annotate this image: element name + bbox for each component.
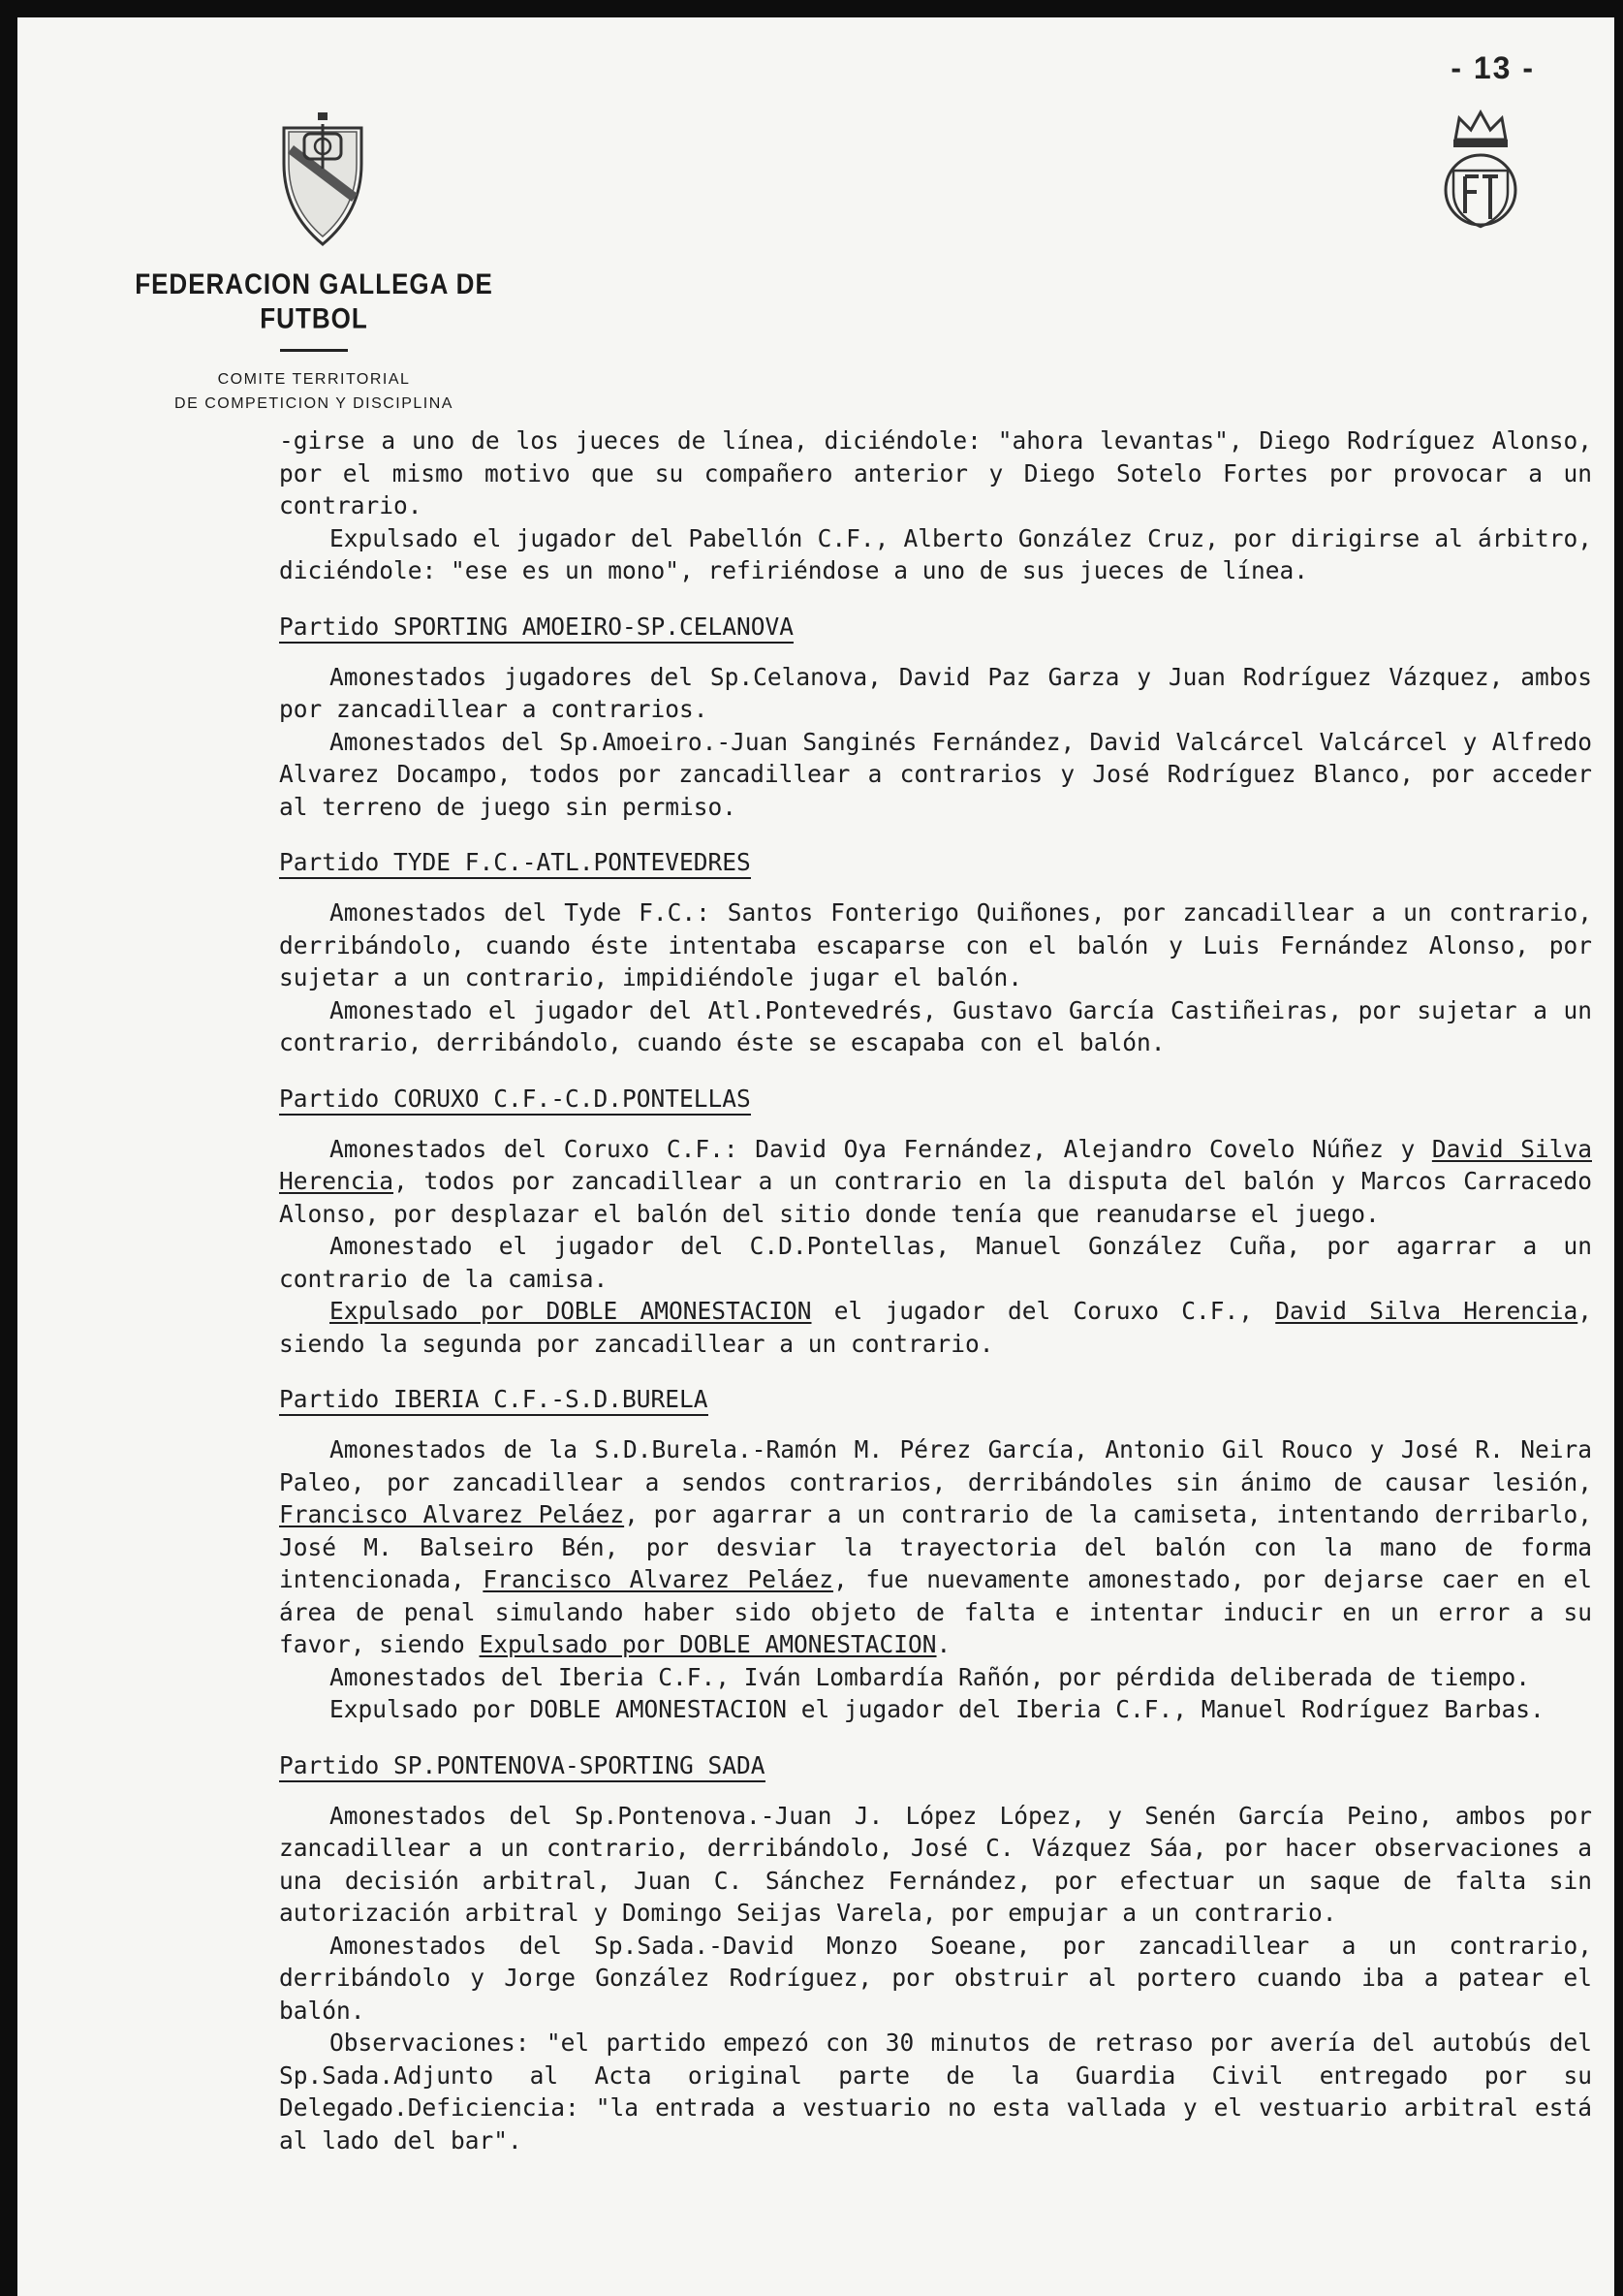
match-heading: Partido SP.PONTENOVA-SPORTING SADA — [279, 1751, 765, 1782]
paragraph-text: . — [936, 1630, 952, 1658]
underlined-text: David Silva Herencia — [279, 1134, 1592, 1195]
federation-name: FEDERACION GALLEGA DE FUTBOL — [135, 267, 493, 335]
match-heading: Partido IBERIA C.F.-S.D.BURELA — [279, 1385, 708, 1416]
committee-name-line2: DE COMPETICION Y DISCIPLINA — [174, 395, 453, 412]
paragraph-text: , por agarrar a un contrario de la camiseta, intentando derribarlo, José M. Balseiro Bén, por desviar la trayectoria del balón con la mano de forma intencionada, — [279, 1500, 1592, 1593]
paragraph-text: , todos por zancadillear a un contrario en la disputa del balón y Marcos Carracedo Alonso, por desplazar el balón del sitio donde tenía que reanudarse el juego. — [279, 1167, 1592, 1228]
paragraph-text: Amonestados de la S.D.Burela.-Ramón M. Pérez García, Antonio Gil Rouco y José R. Neira Paleo, por zancadillear a sendos contrarios, derribándoles sin ánimo de causar lesión, — [279, 1435, 1592, 1496]
paragraph-text: Amonestados del Sp.Amoeiro.-Juan Sanginés Fernández, David Valcárcel Valcárcel y Alfredo Alvarez Docampo, todos por zancadillear a contrarios y José Rodríguez Blanco, por acceder al terreno de juego sin permiso. — [279, 727, 1592, 821]
federation-letterhead — [110, 267, 517, 416]
federation-shield-crest-icon — [279, 110, 366, 246]
crowned-football-federation-crest-icon — [1440, 107, 1521, 233]
disciplinary-paragraph — [279, 896, 1592, 994]
match-section — [279, 1373, 1592, 1726]
paragraph-text: Amonestados del Sp.Pontenova.-Juan J. López López, y Senén García Peino, ambos por zancadillear a un contrario, derribándolo, José C. Vázquez Sáa, por hacer observaciones a una decisión arbitral, Juan C. Sánchez Fernández, por efectuar un saque de falta sin autorización arbitral y Domingo Seijas Varela, por empujar a un contrario. — [279, 1801, 1592, 1927]
match-section — [279, 601, 1592, 824]
document-body — [279, 425, 1592, 2170]
paragraph-text: el jugador del Coruxo C.F., — [811, 1297, 1276, 1325]
disciplinary-paragraph — [279, 994, 1592, 1059]
match-heading: Partido CORUXO C.F.-C.D.PONTELLAS — [279, 1085, 751, 1116]
disciplinary-paragraph — [279, 522, 1592, 587]
paragraph-text: Amonestado el jugador del Atl.Pontevedrés, Gustavo García Castiñeiras, por sujetar a un contrario, derribándolo, cuando éste se escapaba con el balón. — [279, 995, 1592, 1056]
paragraph-text: Expulsado por DOBLE AMONESTACION el jugador del Iberia C.F., Manuel Rodríguez Barbas. — [329, 1695, 1545, 1723]
match-heading: Partido SPORTING AMOEIRO-SP.CELANOVA — [279, 613, 794, 644]
match-section — [279, 836, 1592, 1059]
underlined-text: Francisco Alvarez Peláez — [279, 1500, 625, 1528]
disciplinary-paragraph — [279, 1661, 1592, 1694]
paragraph-text: Amonestado el jugador del C.D.Pontellas, Manuel González Cuña, por agarrar a un contrario de la camisa. — [279, 1232, 1592, 1293]
paragraph-text: Expulsado el jugador del Pabellón C.F., Alberto González Cruz, por dirigirse al árbitro, diciéndole: "ese es un mono", refiriéndose a uno de sus jueces de línea. — [279, 523, 1592, 584]
underlined-text: Expulsado por DOBLE AMONESTACION — [479, 1630, 937, 1658]
disciplinary-paragraph — [279, 1230, 1592, 1295]
disciplinary-paragraph — [279, 425, 1592, 522]
paragraph-text: Amonestados del Sp.Sada.-David Monzo Soeane, por zancadillear a un contrario, derribándolo y Jorge González Rodríguez, por obstruir al portero cuando iba a patear el balón. — [279, 1931, 1592, 2025]
disciplinary-paragraph — [279, 726, 1592, 824]
page-number: - 13 - — [1451, 50, 1535, 85]
paragraph-text: Amonestados del Iberia C.F., Iván Lombardía Rañón, por pérdida deliberada de tiempo. — [329, 1662, 1531, 1691]
letterhead-divider — [280, 349, 348, 352]
paragraph-text: , siendo la segunda por zancadillear a un contrario. — [279, 1297, 1592, 1358]
disciplinary-paragraph — [279, 1133, 1592, 1231]
match-heading: Partido TYDE F.C.-ATL.PONTEVEDRES — [279, 848, 751, 879]
paragraph-text: Observaciones: "el partido empezó con 30 minutos de retraso por avería del autobús del Sp.Sada.Adjunto al Acta original parte de la Guardia Civil entregado por su Delegado.Deficiencia: "la entrada a vestuario no esta vallada y el vestuario arbitral está al lado del bar". — [279, 2029, 1592, 2154]
paragraph-text: Amonestados jugadores del Sp.Celanova, David Paz Garza y Juan Rodríguez Vázquez, ambos por zancadillear a contrarios. — [279, 662, 1592, 723]
document-page — [17, 17, 1614, 2296]
match-section — [279, 425, 1592, 587]
paragraph-text: Amonestados del Tyde F.C.: Santos Fonterigo Quiñones, por zancadillear a un contrario, derribándolo, cuando éste intentaba escaparse con el balón y Luis Fernández Alonso, por sujetar a un contrario, impidiéndole jugar el balón. — [279, 898, 1592, 991]
paragraph-text: -girse a uno de los jueces de línea, diciéndole: "ahora levantas", Diego Rodríguez Alonso, por el mismo motivo que su compañero anterior y Diego Sotelo Fortes por provocar a un contrario. — [279, 426, 1592, 519]
disciplinary-paragraph — [279, 1800, 1592, 1930]
match-section — [279, 1073, 1592, 1361]
underlined-text: Expulsado por DOBLE AMONESTACION — [329, 1297, 812, 1325]
committee-name-line1: COMITE TERRITORIAL — [217, 371, 411, 388]
disciplinary-paragraph — [279, 2027, 1592, 2156]
disciplinary-paragraph — [279, 1433, 1592, 1661]
paragraph-text: Amonestados del Coruxo C.F.: David Oya Fernández, Alejandro Covelo Núñez y — [329, 1134, 1432, 1163]
underlined-text: David Silva Herencia — [1275, 1297, 1578, 1325]
underlined-text: Francisco Alvarez Peláez — [483, 1565, 834, 1593]
disciplinary-paragraph — [279, 1930, 1592, 2028]
disciplinary-paragraph — [279, 1693, 1592, 1726]
disciplinary-paragraph — [279, 661, 1592, 726]
paragraph-text: , fue nuevamente amonestado, por dejarse caer en el área de penal simulando haber sido objeto de falta e intentar inducir en un error a su favor, siendo — [279, 1565, 1592, 1658]
disciplinary-paragraph — [279, 1295, 1592, 1360]
match-section — [279, 1740, 1592, 2157]
